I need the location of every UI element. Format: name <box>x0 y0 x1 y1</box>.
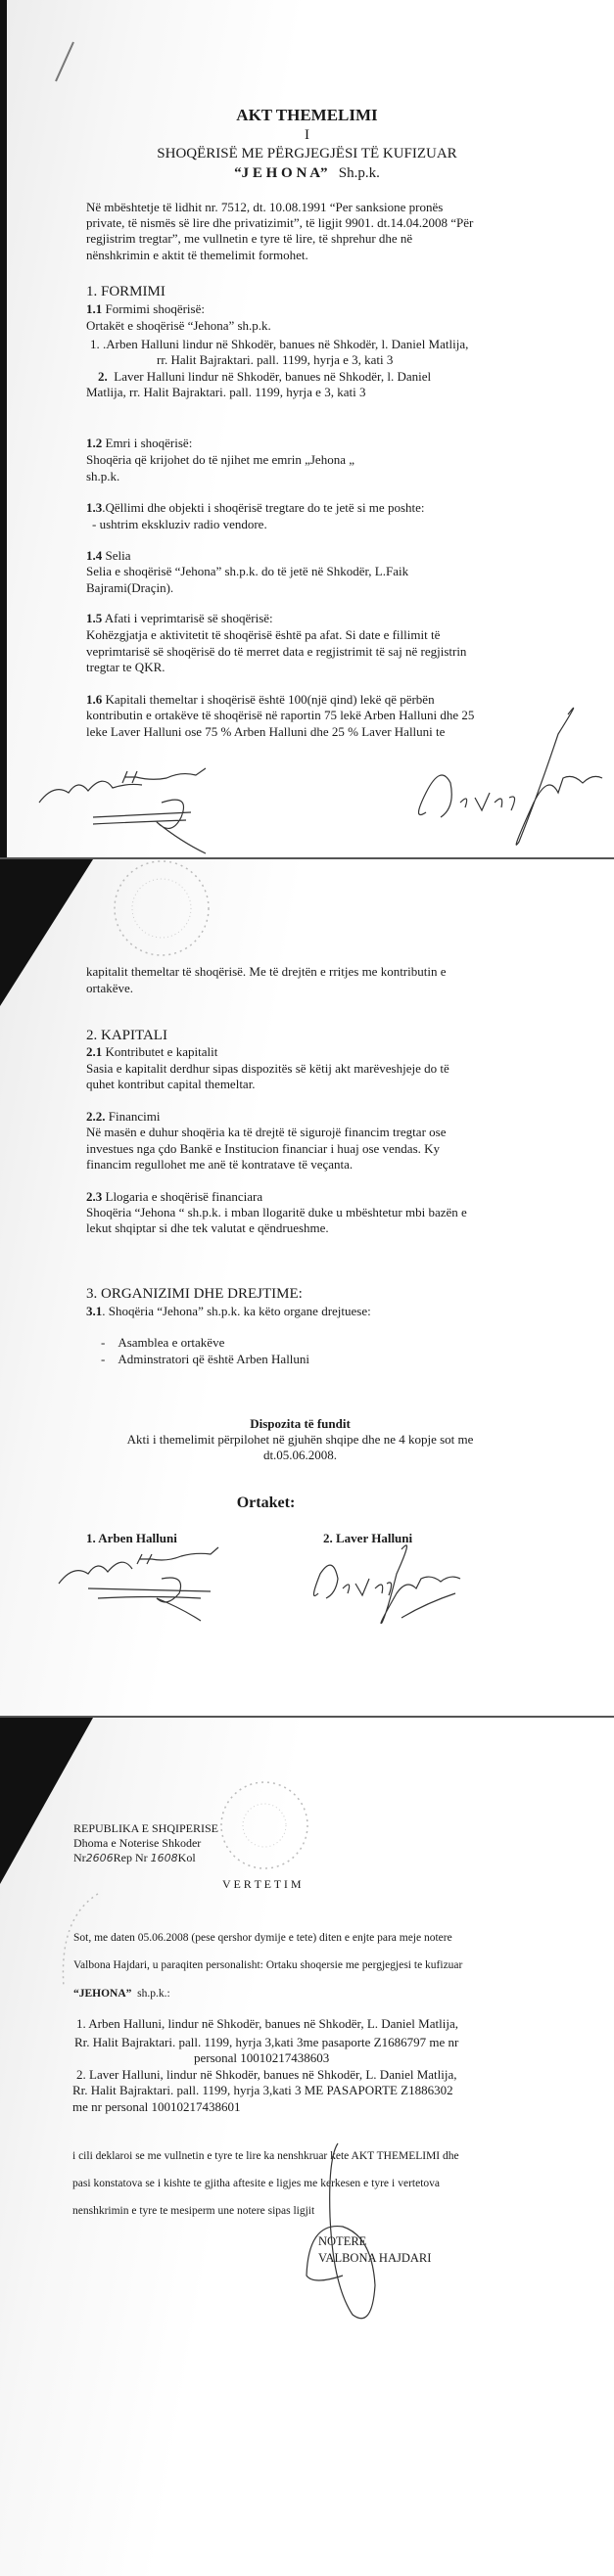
text-line <box>98 369 431 385</box>
subsection-title <box>86 301 205 317</box>
page-1 <box>0 0 614 858</box>
text-line: Ortakët e shoqërisë “Jehona” sh.p.k. <box>86 318 271 333</box>
subsection-label: Formimi shoqërisë: <box>105 301 205 316</box>
subsection-title <box>86 611 273 626</box>
list-number: 2. <box>98 369 108 384</box>
stamp-seal <box>108 859 215 962</box>
text-line: nenshkrimin e tyre te mesiperm une notere sipas ligjit <box>72 2205 315 2217</box>
subsection-title <box>86 1189 262 1205</box>
partner-name: 2. Laver Halluni <box>323 1531 413 1545</box>
subsection-number: 2.1 <box>86 1044 103 1059</box>
text-line: kontributin e ortakëve të shoqërisë në raportin 75 lekë Arben Halluni dhe 25 <box>86 708 475 722</box>
text-line: veprimtarisë së shoqërisë do të merret data e regjistrimit të saj në regjistrin <box>86 644 467 659</box>
subsection-label: .Qëllimi dhe objekti i shoqërisë tregtare do te jetë si me poshte: <box>102 500 425 515</box>
final-provisions-heading: Dispozita të fundit <box>250 1416 351 1431</box>
subsection-number: 2.2. <box>86 1109 106 1124</box>
section-heading: 3. ORGANIZIMI DHE DREJTIME: <box>86 1286 303 1302</box>
subsection-title <box>86 692 435 708</box>
nr-label: Nr <box>73 1851 86 1864</box>
company-name: “J E H O N A” <box>234 165 328 181</box>
notary-name: VALBONA HAJDARI <box>318 2251 432 2265</box>
subsection-label: Financimi <box>108 1109 161 1124</box>
document-subtitle: SHOQËRISË ME PËRGJEGJËSI TË KUFIZUAR <box>157 146 457 161</box>
kol-label: Kol <box>177 1851 196 1864</box>
subsection-number: 1.6 <box>86 692 103 707</box>
section-heading: 1. FORMIMI <box>86 284 165 299</box>
text-line: sh.p.k. <box>86 469 120 483</box>
subsection-label: Emri i shoqërisë: <box>105 436 193 450</box>
subsection-number: 1.3 <box>86 500 103 515</box>
subsection-title <box>86 548 131 564</box>
intro-line: private, të nismës së lire dhe privatizimit”, të ligjit 9901. dt.14.04.2008 “Për <box>86 215 474 230</box>
person-line: Rr. Halit Bajraktari. pall. 1199, hyrja 3,kati 3 ME PASAPORTE Z1886302 <box>72 2083 453 2097</box>
signature-arben-halluni <box>34 763 250 856</box>
document-title: AKT THEMELIMI <box>236 106 378 124</box>
partners-heading: Ortaket: <box>236 1495 296 1511</box>
company-line <box>73 1986 170 2001</box>
subsection-label: . Shoqëria “Jehona” sh.p.k. ka këto organe drejtuese: <box>102 1304 371 1318</box>
company-name-line <box>0 165 614 181</box>
header-line: REPUBLIKA E SHQIPERISE <box>73 1821 219 1835</box>
text-line: Në masën e duhur shoqëria ka të drejtë të sigurojë financim tregtar ose <box>86 1125 447 1139</box>
subsection-title <box>86 1304 371 1319</box>
text-line: dt.05.06.2008. <box>262 1448 338 1462</box>
text-line: Sasia e kapitalit derdhur sipas dispozitës së këtij akt marëveshjeje do të <box>86 1061 449 1076</box>
page-2 <box>0 859 614 1718</box>
subsection-number: 1.2 <box>86 436 103 450</box>
nr-value: 2606 <box>85 1852 114 1864</box>
signature-laver-halluni <box>411 695 612 856</box>
text-line: Akti i themelimit përpilohet në gjuhën shqipe dhe ne 4 kopje sot me <box>126 1432 474 1447</box>
text-line: lekut shqiptar si dhe tek valutat e qëndrueshme. <box>86 1220 329 1235</box>
subsection-number: 1.5 <box>86 611 103 625</box>
bullet: - <box>101 1352 106 1366</box>
text-line: quhet kontribut capital themeltar. <box>86 1077 256 1091</box>
scan-shadow <box>0 859 93 1006</box>
text-line: Matlija, rr. Halit Bajraktari. pall. 1199, hyrja e 3, kati 3 <box>86 385 366 399</box>
text-line: ortakëve. <box>86 981 134 995</box>
notary-signature <box>299 2139 387 2334</box>
company-suffix: sh.p.k.: <box>137 1988 170 2000</box>
text-line: Selia e shoqërisë “Jehona” sh.p.k. do të jetë në Shkodër, L.Faik <box>86 564 409 578</box>
text-line: financim regullohet me anë të kontratave të veçanta. <box>86 1157 354 1172</box>
text-line: 1. .Arben Halluni lindur në Shkodër, banues në Shkodër, l. Daniel Matlija, <box>90 337 469 351</box>
intro-line: nënshkrimin e aktit të themelimit formohet. <box>86 248 308 262</box>
text-line: Bajrami(Draçin). <box>86 580 174 595</box>
company-name: “JEHONA” <box>73 1988 132 2000</box>
person-line: Rr. Halit Bajraktari. pall. 1199, hyrja 3,kati 3me pasaporte Z1686797 me nr <box>74 2035 459 2049</box>
partner-name: 1. Arben Halluni <box>86 1531 177 1545</box>
person-line: 2. Laver Halluni, lindur në Shkodër, banues në Shkodër, L. Daniel Matlija, <box>76 2067 457 2082</box>
subsection-title <box>86 1109 160 1125</box>
subsection-number: 1.1 <box>86 301 103 316</box>
person-line: personal 10010217438603 <box>194 2050 330 2065</box>
bullet: - <box>101 1335 106 1350</box>
rep-label: Rep Nr <box>113 1851 148 1864</box>
subsection-label: Afati i veprimtarisë së shoqërisë: <box>104 611 273 625</box>
page-3 <box>0 1718 614 2576</box>
text-line: Shoqëria që krijohet do të njihet me emrin „Jehona „ <box>86 452 354 467</box>
list-text: Laver Halluni lindur në Shkodër, banues në Shkodër, l. Daniel <box>114 369 432 384</box>
text-line: Kohëzgjatja e aktivitetit të shoqërisë është pa afat. Si date e fillimit të <box>86 627 441 642</box>
subsection-label: Selia <box>105 548 131 563</box>
subsection-label: Kontributet e kapitalit <box>105 1044 218 1059</box>
signature-laver-halluni <box>308 1535 465 1628</box>
subsection-number: 1.4 <box>86 548 103 563</box>
signature-arben-halluni <box>54 1544 230 1623</box>
text-line: Sot, me daten 05.06.2008 (pese qershor dymije e tete) diten e enjte para meje notere <box>73 1932 452 1944</box>
person-line: me nr personal 10010217438601 <box>72 2099 241 2114</box>
title-connector: I <box>305 127 309 143</box>
subsection-label: Kapitali themeltar i shoqërisë është 100(një qind) lekë që përbën <box>105 692 435 707</box>
subsection-title <box>86 500 425 516</box>
header-line: Dhoma e Noterise Shkoder <box>73 1836 202 1850</box>
list-item <box>101 1352 309 1367</box>
text-line: kapitalit themeltar të shoqërisë. Me të drejtën e rritjes me kontributin e <box>86 964 447 979</box>
text-line: - ushtrim ekskluziv radio vendore. <box>92 517 267 531</box>
certificate-title: V E R T E T I M <box>222 1877 302 1891</box>
text-line: investues nga çdo Bankë e Institucion financiar i huaj ose vendas. Ky <box>86 1141 441 1156</box>
text-line: Valbona Hajdari, u paraqiten personalisht: Ortaku shoqersie me pergjegjesi te kufizuar <box>73 1959 463 1971</box>
company-suffix: Sh.p.k. <box>338 165 380 181</box>
list-text: Adminstratori që është Arben Halluni <box>118 1352 310 1366</box>
text-line: i cili deklaroi se me vullnetin e tyre te lire ka nenshkruar kete AKT THEMELIMI dhe <box>72 2150 459 2162</box>
text-line: rr. Halit Bajraktari. pall. 1199, hyrja e 3, kati 3 <box>157 352 394 367</box>
intro-line: Në mbështetje të lidhit nr. 7512, dt. 10.08.1991 “Per sanksione pronës <box>86 200 444 214</box>
section-heading: 2. KAPITALI <box>86 1028 167 1043</box>
intro-line: regjistrim tregtar”, me vullnetin e tyre të lire, të shprehur dhe në <box>86 231 413 246</box>
text-line: Shoqëria “Jehona “ sh.p.k. i mban llogaritë duke u mbështetur mbi bazën e <box>86 1205 467 1219</box>
registry-numbers <box>73 1850 196 1866</box>
subsection-title <box>86 436 192 451</box>
list-item <box>101 1335 224 1351</box>
notary-seal <box>215 1776 313 1874</box>
rep-value: 1608 <box>150 1852 178 1864</box>
text-line: tregtar te QKR. <box>86 660 165 674</box>
person-line: 1. Arben Halluni, lindur në Shkodër, banues në Shkodër, L. Daniel Matlija, <box>76 2016 458 2031</box>
pen-mark-icon <box>49 37 78 96</box>
subsection-number: 2.3 <box>86 1189 103 1204</box>
list-text: Asamblea e ortakëve <box>118 1335 225 1350</box>
text-line: leke Laver Halluni ose 75 % Arben Halluni dhe 25 % Laver Halluni te <box>86 724 446 739</box>
subsection-label: Llogaria e shoqërisë financiara <box>105 1189 263 1204</box>
notary-title: NOTERE <box>318 2234 367 2248</box>
subsection-number: 3.1 <box>86 1304 103 1318</box>
text-line: pasi konstatova se i kishte te gjitha aftesite e ligjes me kerkesen e tyre i vertetova <box>72 2178 440 2189</box>
subsection-title <box>86 1044 217 1060</box>
